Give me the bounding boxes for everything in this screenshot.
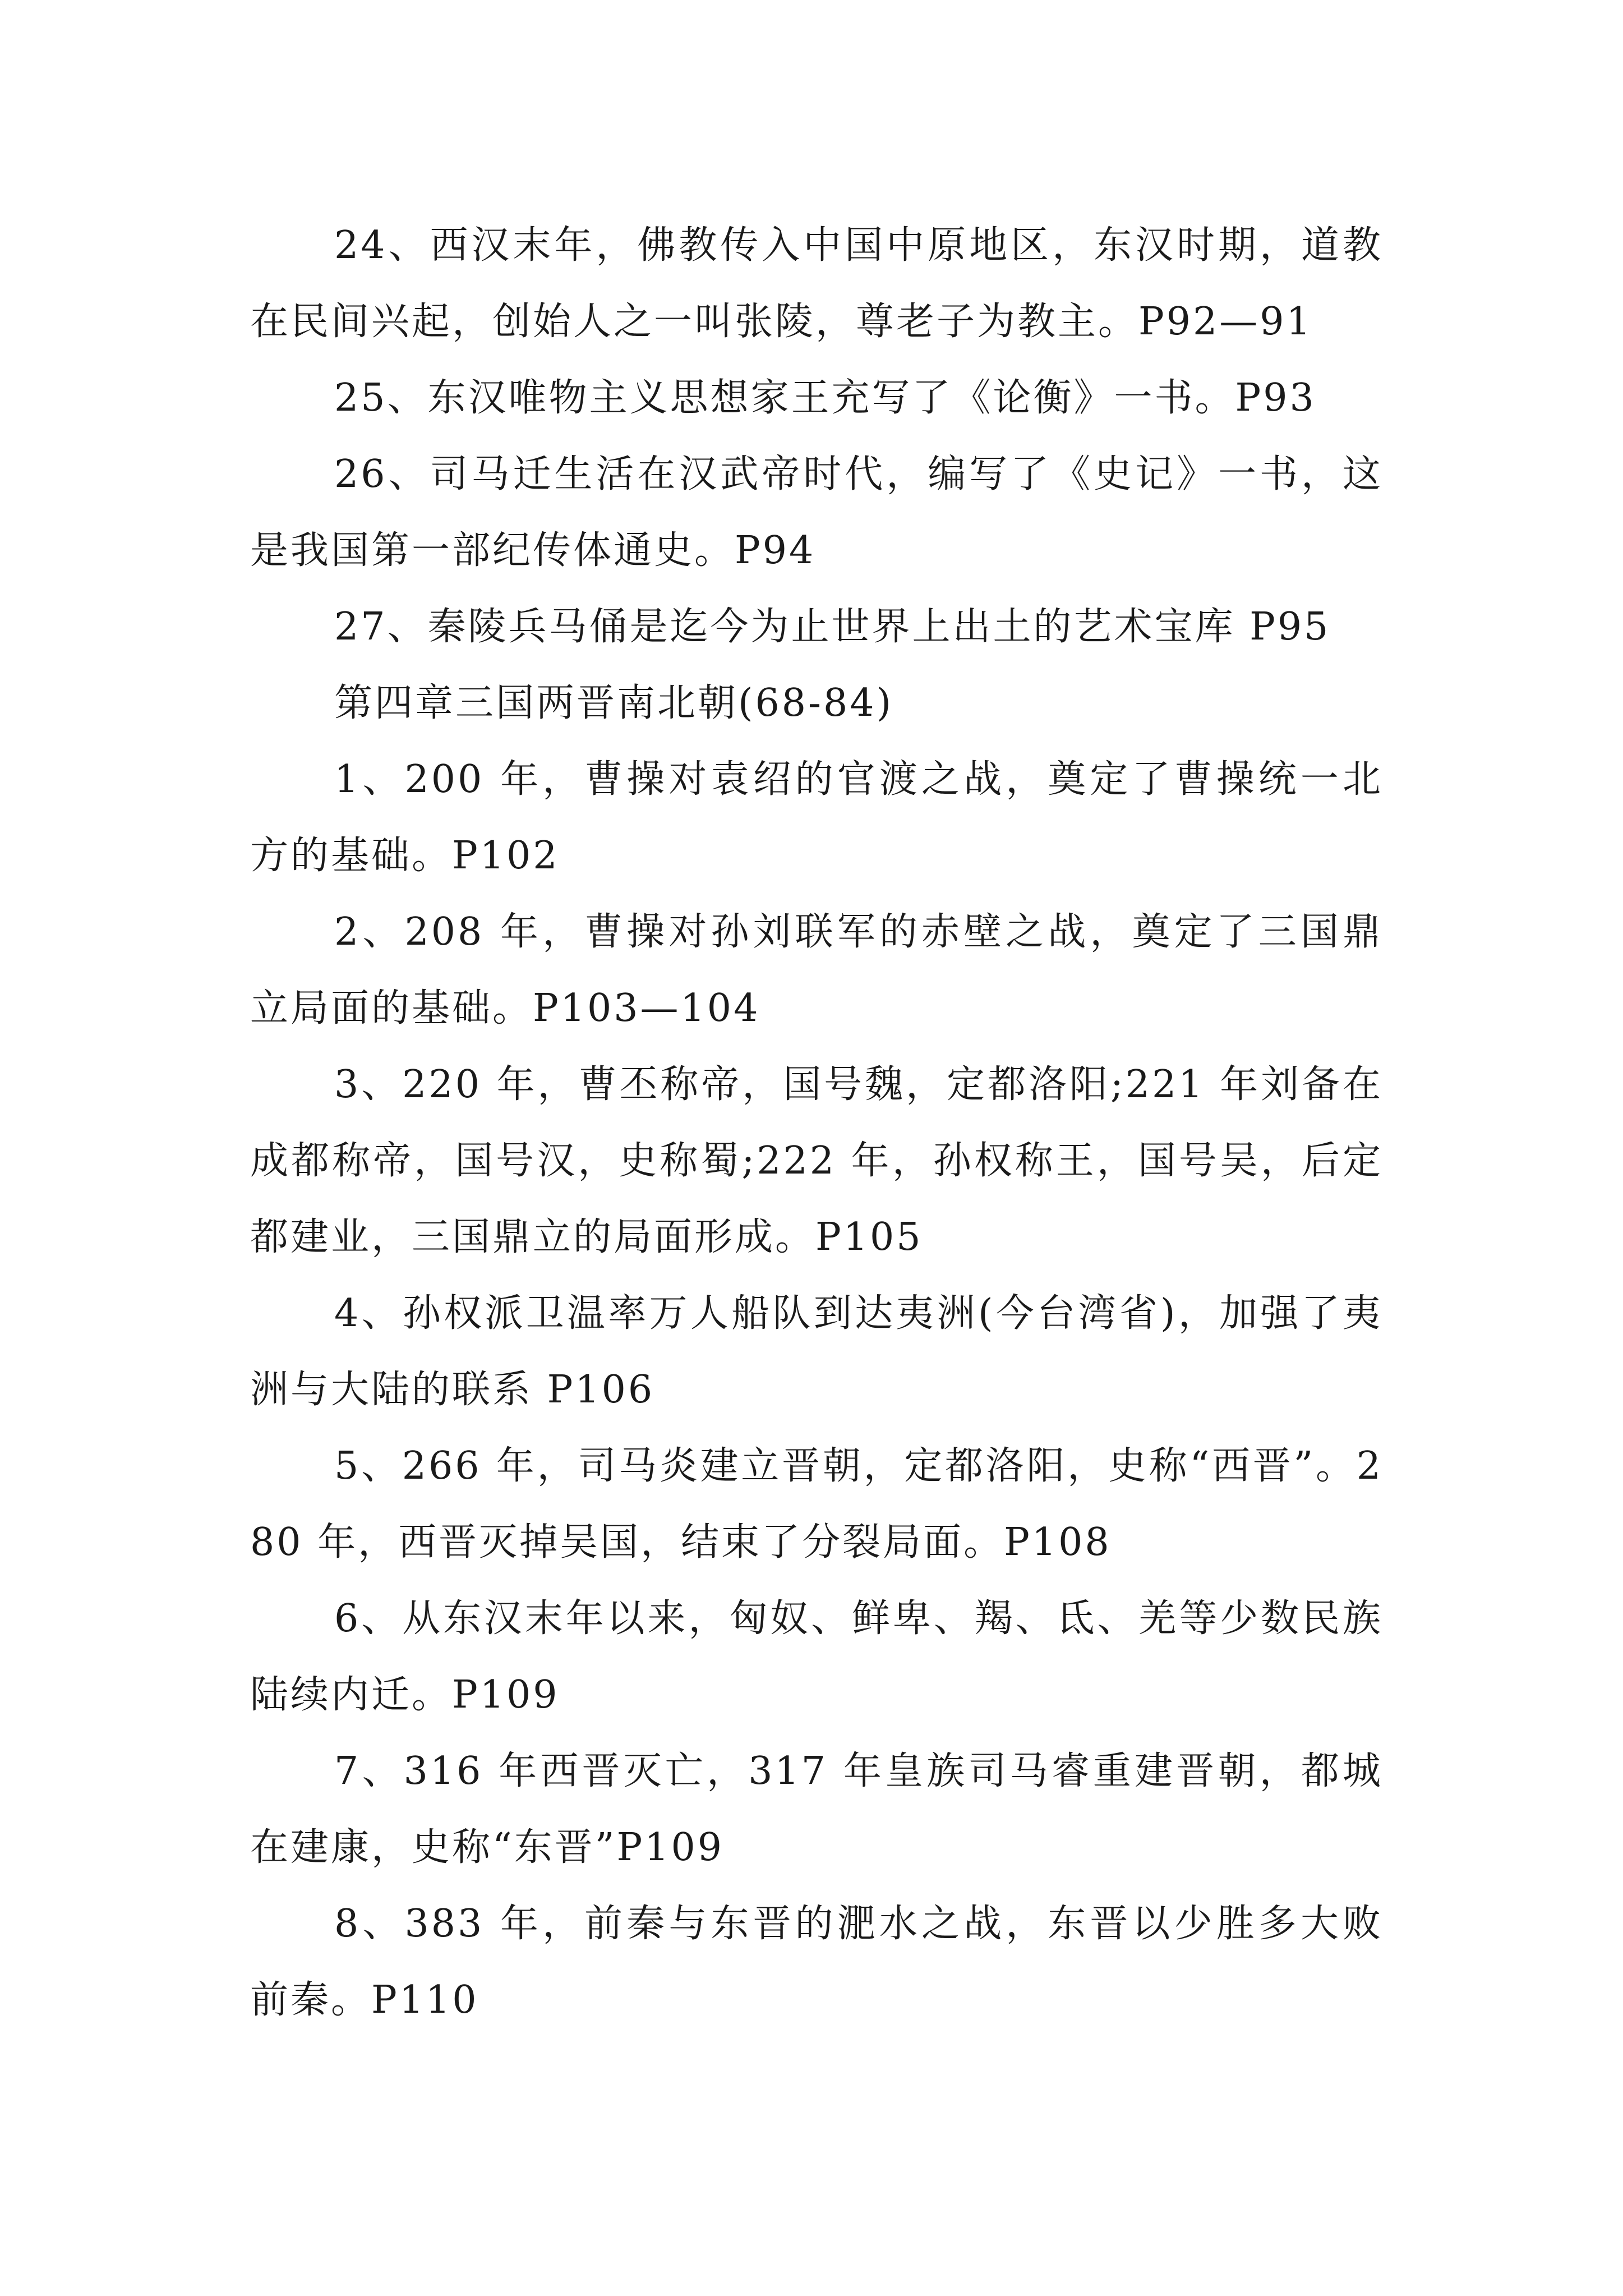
paragraph-item-25: 25、东汉唯物主义思想家王充写了《论衡》一书。P93 [334,376,1316,420]
paragraph-item-2: 2、208 年，曹操对孙刘联军的赤壁之战，奠定了三国鼎立局面的基础。P103—104 [250,910,1383,1030]
paragraph-item-5: 5、266 年，司马炎建立晋朝，定都洛阳，史称“西晋”。280 年，西晋灭掉吴国，结束了分裂局面。P108 [250,1444,1383,1565]
paragraph-item-4: 4、孙权派卫温率万人船队到达夷洲(今台湾省)，加强了夷洲与大陆的联系 P106 [250,1291,1383,1412]
paragraph-item-27: 27、秦陵兵马俑是迄今为止世界上出土的艺术宝库 P95 [334,605,1331,649]
paragraph-item-8: 8、383 年，前秦与东晋的淝水之战，东晋以少胜多大败前秦。P110 [250,1902,1383,2022]
paragraph-item-1: 1、200 年，曹操对袁绍的官渡之战，奠定了曹操统一北方的基础。P102 [250,757,1383,878]
paragraph-item-6: 6、从东汉末年以来，匈奴、鲜卑、羯、氐、羌等少数民族陆续内迁。P109 [250,1596,1383,1717]
paragraph-item-24: 24、西汉末年，佛教传入中国中原地区，东汉时期，道教在民间兴起，创始人之一叫张陵，尊老子为教主。P92—91 [250,223,1383,344]
paragraph-item-7: 7、316 年西晋灭亡，317 年皇族司马睿重建晋朝，都城在建康，史称“东晋”P109 [250,1749,1383,1870]
document-page [250,208,1383,2039]
paragraph-item-3: 3、220 年，曹丕称帝，国号魏，定都洛阳;221 年刘备在成都称帝，国号汉，史称蜀;222 年，孙权称王，国号吴，后定都建业，三国鼎立的局面形成。P105 [250,1062,1383,1259]
chapter-heading: 第四章三国两晋南北朝(68-84) [334,681,894,725]
paragraph-item-26: 26、司马迁生活在汉武帝时代，编写了《史记》一书，这是我国第一部纪传体通史。P94 [250,452,1383,573]
